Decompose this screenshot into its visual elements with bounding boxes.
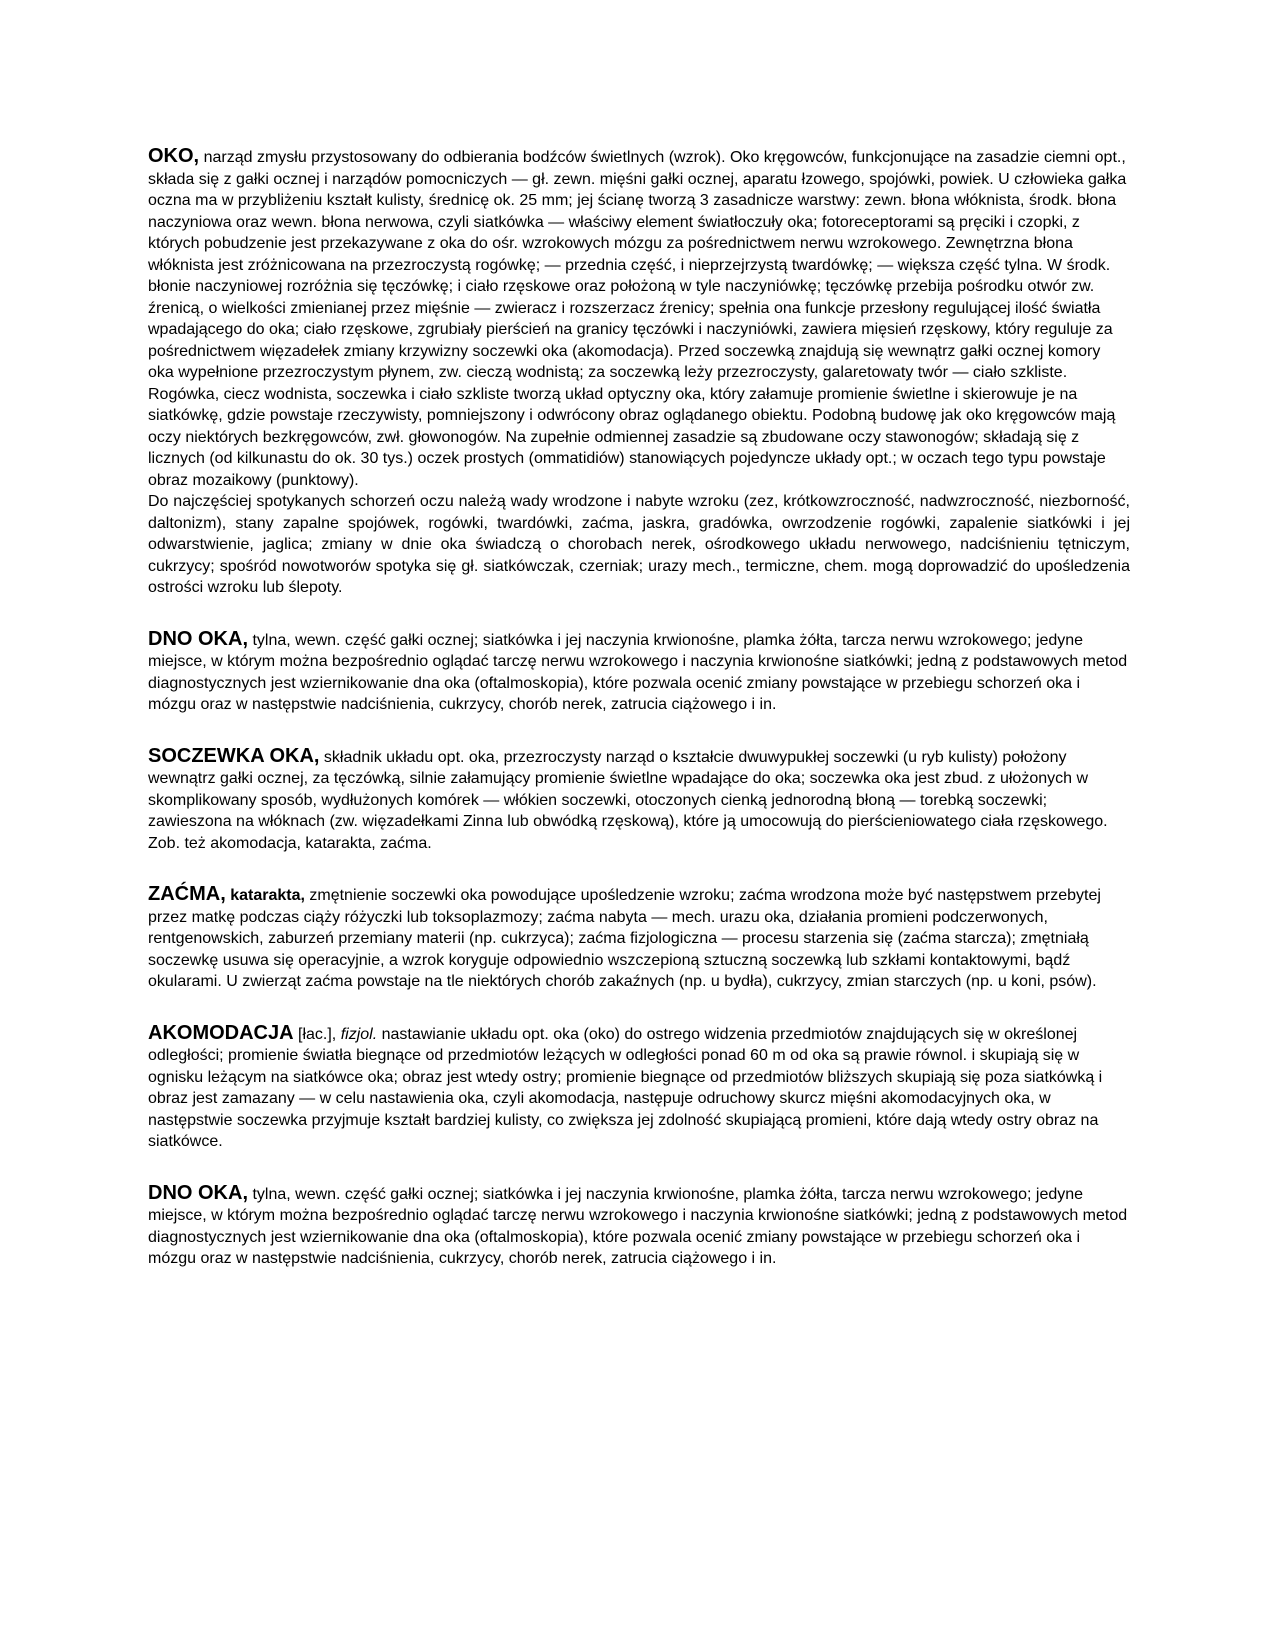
- entry-dno-oka: [148, 629, 1130, 716]
- entry-body: tylna, wewn. część gałki ocznej; siatkówka i jej naczynia krwionośne, plamka żółta, tarcza nerwu wzrokowego; jedyne miejsce, w którym można bezpośrednio oglądać tarczę nerwu wzrokowego i naczynia krwionośne siatkówki; jedną z podstawowych metod diagnostycznych jest wziernikowanie dna oka (oftalmoskopia), które pozwala ocenić zmiany powstające w przebiegu schorzeń oka i mózgu oraz w następstwie nadciśnienia, cukrzycy, chorób nerek, zatrucia ciążowego i in.: [148, 631, 1128, 713]
- entry-field: fizjol.: [340, 1025, 378, 1043]
- entry-body: składnik układu opt. oka, przezroczysty narząd o kształcie dwuwypukłej soczewki (u ryb kulisty) położony wewnątrz gałki ocznej, za tęczówką, silnie załamujący promienie świetlne wpadające do oka; soczewka oka jest zbud. z ułożonych w skomplikowany sposób, wydłużonych komórek — włókien soczewki, otoczonych cienką jednorodną błoną — torebką soczewki; zawieszona na włóknach (zw. więzadełkami Zinna lub obwódką rzęskową), które ją umocowują do pierścieniowatego ciała rzęskowego. Zob. też akomodacja, katarakta, zaćma.: [148, 748, 1108, 852]
- entry-zacma: [148, 884, 1130, 993]
- entry-oko: [148, 146, 1130, 491]
- entry-heading: SOCZEWKA OKA,: [148, 744, 320, 767]
- entry-oko-diseases: Do najczęściej spotykanych schorzeń oczu należą wady wrodzone i nabyte wzroku (zez, krótkowzroczność, nadwzroczność, niezborność, daltonizm), stany zapalne spojówek, rogówki, twardówki, zaćma, jaskra, gradówka, owrzodzenie rogówki, zapalenie siatkówki i jej odwarstwienie, jaglica; zmiany w dnie oka świadczą o chorobach nerek, ośrodkowego układu nerwowego, nadciśnieniu tętniczym, cukrzycy; spośród nowotworów spotyka się gł. siatkówczak, czerniak; urazy mech., termiczne, chem. mogą doprowadzić do upośledzenia ostrości wzroku lub ślepoty.: [148, 493, 1130, 596]
- entry-dno-oka-repeat: [148, 1183, 1130, 1270]
- entry-heading: ZAĆMA,: [148, 883, 226, 905]
- entry-alias: katarakta,: [225, 887, 305, 904]
- entry-akomodacja: [148, 1023, 1130, 1153]
- entry-body: zmętnienie soczewki oka powodujące upośledzenie wzroku; zaćma wrodzona może być następstwem przebytej przez matkę podczas ciąży różyczki lub toksoplazmozy; zaćma nabyta — mech. urazu oka, działania promieni podczerwonych, rentgenowskich, zaburzeń przemiany materii (np. cukrzyca); zaćma fizjologiczna — procesu starzenia się (zaćma starcza); zmętniałą soczewkę usuwa się operacyjnie, a wzrok koryguje odpowiednio wszczepioną sztuczną soczewką lub szkłami kontaktowymi, bądź okularami. U zwierząt zaćma powstaje na tle niektórych chorób zakaźnych (np. u bydła), cukrzycy, zmian starczych (np. u koni, psów).: [148, 887, 1101, 990]
- entry-heading: OKO,: [148, 145, 200, 167]
- entry-language: [łac.],: [293, 1025, 341, 1043]
- entry-body: narząd zmysłu przystosowany do odbierania bodźców świetlnych (wzrok). Oko kręgowców, funkcjonujące na zasadzie ciemni opt., składa się z gałki ocznej i narządów pomocniczych — gł. zewn. mięśni gałki ocznej, aparatu łzowego, spojówki, powiek. U człowieka gałka oczna ma w przybliżeniu kształt kulisty, średnicę ok. 25 mm; jej ścianę tworzą 3 zasadnicze warstwy: zewn. błona włóknista, środk. błona naczyniowa oraz wewn. błona nerwowa, czyli siatkówka — właściwy element światłoczuły oka; fotoreceptorami są pręciki i czopki, z których pobudzenie jest przekazywane z oka do ośr. wzrokowych mózgu za pośrednictwem nerwu wzrokowego. Zewnętrzna błona włóknista jest zróżnicowana na przezroczystą rogówkę; — przednia część, i nieprzejrzystą twardówkę; — większa część tylna. W środk. błonie naczyniowej rozróżnia się tęczówkę; i ciało rzęskowe oraz położoną w tyle naczyniówkę; tęczówkę przebija pośrodku otwór zw. źrenicą, o wielkości zmienianej przez mięśnie — zwieracz i rozszerzacz źrenicy; spełnia ona funkcje przesłony regulującej ilość światła wpadającego do oka; ciało rzęskowe, zgrubiały pierścień na granicy tęczówki i naczyniówki, zawiera mięsień rzęskowy, który reguluje za pośrednictwem więzadełek zmiany krzywizny soczewki oka (akomodacja). Przed soczewką znajdują się wewnątrz gałki ocznej komory oka wypełnione przezroczystym płynem, zw. cieczą wodnistą; za soczewką leży przezroczysty, galaretowaty twór — ciało szkliste. Rogówka, ciecz wodnista, soczewka i ciało szkliste tworzą układ optyczny oka, który załamuje promienie świetlne i skierowuje je na siatkówkę, gdzie powstaje rzeczywisty, pomniejszony i odwrócony obraz oglądanego obiektu. Podobną budowę jak oko kręgowców mają oczy niektórych bezkręgowców, zwł. głowonogów. Na zupełnie odmiennej zasadzie są zbudowane oczy stawonogów; składają się z licznych (od kilkunastu do ok. 30 tys.) oczek prostych (ommatidiów) stanowiących pojedyncze układy opt.; w oczach tego typu powstaje obraz mozaikowy (punktowy).: [148, 149, 1127, 489]
- document-page: [148, 146, 1130, 1270]
- entry-soczewka-oka: [148, 746, 1130, 855]
- entry-body: tylna, wewn. część gałki ocznej; siatkówka i jej naczynia krwionośne, plamka żółta, tarcza nerwu wzrokowego; jedyne miejsce, w którym można bezpośrednio oglądać tarczę nerwu wzrokowego i naczynia krwionośne siatkówki; jedną z podstawowych metod diagnostycznych jest wziernikowanie dna oka (oftalmoskopia), które pozwala ocenić zmiany powstające w przebiegu schorzeń oka i mózgu oraz w następstwie nadciśnienia, cukrzycy, chorób nerek, zatrucia ciążowego i in.: [148, 1185, 1128, 1267]
- entry-heading: DNO OKA,: [148, 1181, 248, 1204]
- entry-heading: AKOMODACJA: [148, 1021, 294, 1044]
- entry-heading: DNO OKA,: [148, 627, 248, 650]
- entry-body: nastawianie układu opt. oka (oko) do ostrego widzenia przedmiotów znajdujących się w określonej odległości; promienie światła biegnące od przedmiotów leżących w odległości ponad 60 m od oka są prawie równol. i skupiają się w ognisku leżącym na siatkówce oka; obraz jest wtedy ostry; promienie biegnące od przedmiotów bliższych skupiają się poza siatkówką i obraz jest zamazany — w celu nastawienia oka, czyli akomodacja, następuje odruchowy skurcz mięśni akomodacyjnych oka, w następstwie soczewka przyjmuje kształt bardziej kulisty, co zwiększa jej zdolność skupiającą promieni, które dają wtedy ostry obraz na siatkówce.: [148, 1025, 1103, 1150]
